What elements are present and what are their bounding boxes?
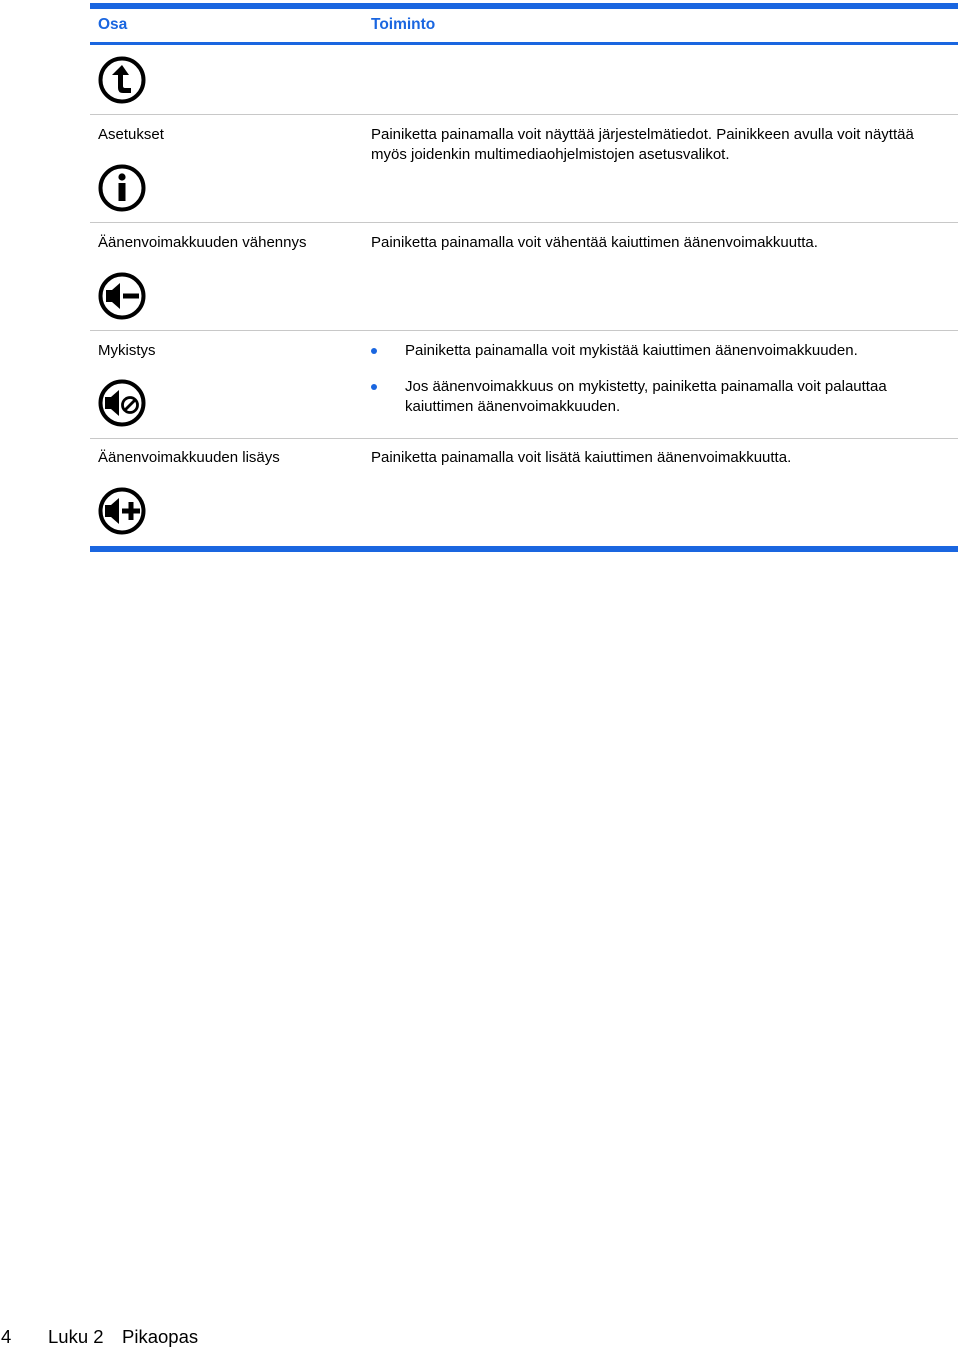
- function-desc-mute-bullet1: Painiketta painamalla voit mykistää kaiuttimen äänenvoimakkuuden.: [405, 342, 858, 359]
- home-icon: [97, 55, 147, 105]
- volume-up-icon: [97, 486, 147, 536]
- row-separator: [90, 222, 958, 223]
- function-desc-asetukset-line2: myös joidenkin multimediaohjelmistojen asetusvalikot.: [371, 146, 730, 163]
- part-label-volume-up: Äänenvoimakkuuden lisäys: [98, 449, 280, 466]
- column-header-toiminto: Toiminto: [371, 16, 436, 33]
- function-desc-asetukset-line1: Painiketta painamalla voit näyttää järjestelmätiedot. Painikkeen avulla voit näyttää: [371, 126, 914, 143]
- row-separator: [90, 114, 958, 115]
- table-bottom-rule: [90, 546, 958, 552]
- part-label-mute: Mykistys: [98, 342, 156, 359]
- bullet-marker: [371, 384, 377, 390]
- column-header-osa: Osa: [98, 16, 128, 33]
- table-header-rule: [90, 42, 958, 45]
- function-desc-volume-down: Painiketta painamalla voit vähentää kaiuttimen äänenvoimakkuutta.: [371, 234, 818, 251]
- function-desc-mute-bullet2-line2: kaiuttimen äänenvoimakkuuden.: [405, 398, 621, 415]
- page-number: 4: [1, 1326, 12, 1347]
- chapter-label: Luku 2: [48, 1326, 104, 1347]
- chapter-title: Pikaopas: [122, 1326, 199, 1347]
- part-label-asetukset: Asetukset: [98, 126, 164, 143]
- table-top-rule: [90, 3, 958, 9]
- row-separator: [90, 330, 958, 331]
- bullet-marker: [371, 348, 377, 354]
- part-label-volume-down: Äänenvoimakkuuden vähennys: [98, 234, 307, 251]
- info-icon: [97, 163, 147, 213]
- mute-icon: [97, 378, 147, 428]
- row-separator: [90, 438, 958, 439]
- function-desc-mute-bullet2-line1: Jos äänenvoimakkuus on mykistetty, painiketta painamalla voit palauttaa: [405, 378, 887, 395]
- volume-down-icon: [97, 271, 147, 321]
- function-desc-volume-up: Painiketta painamalla voit lisätä kaiuttimen äänenvoimakkuutta.: [371, 449, 792, 466]
